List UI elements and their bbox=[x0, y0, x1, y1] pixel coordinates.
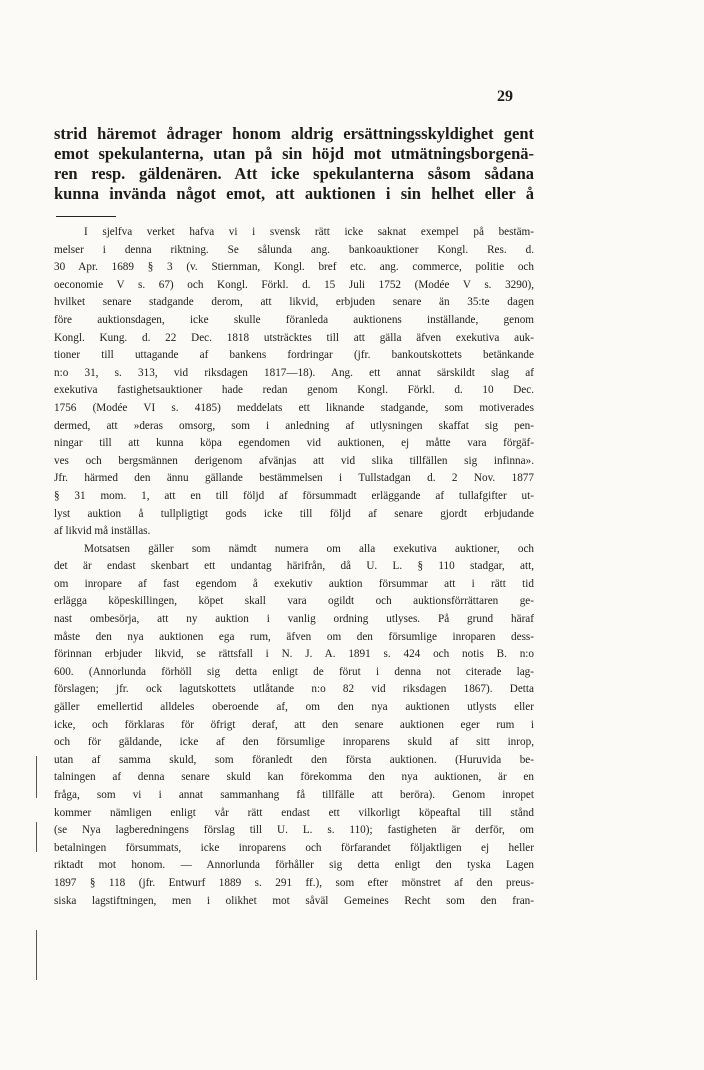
footnote-line: I sjelfva verket hafva vi i svensk rätt icke saknat exempel på bestäm- bbox=[84, 226, 534, 238]
footnote-line: fråga, som vi i annat sammanhang få tillfälle att beröra). Genom inropet bbox=[54, 789, 534, 801]
main-line: strid häremot ådrager honom aldrig ersättningsskyldighet gent bbox=[54, 124, 534, 143]
footnote-line: förinnan erbjuder likvid, se rättsfall i N. J. A. 1891 s. 424 och notis B. n:o bbox=[54, 648, 534, 661]
margin-mark bbox=[36, 756, 37, 798]
footnote-line: 1897 § 118 (jfr. Entwurf 1889 s. 291 ff.), som efter mönstret af den preus- bbox=[54, 876, 534, 889]
footnote-line: dermed, att »deras omsorg, som i anledning af utlysningen skaffat sig pen- bbox=[54, 419, 534, 432]
footnote-line: förslagen; jfr. ock lagutskottets utlåtande n:o 82 vid riksdagen 1867). Detta bbox=[54, 683, 534, 696]
main-line: ren resp. gäldenären. Att icke spekulanterna såsom sådana bbox=[54, 164, 534, 183]
footnote-line: 1756 (Modée VI s. 4185) meddelats ett liknande stadgande, som motiverades bbox=[54, 401, 534, 414]
footnote-line: 30 Apr. 1689 § 3 (v. Stiernman, Kongl. bref etc. ang. commerce, politie och bbox=[54, 261, 534, 274]
footnote-line: nast ombesörja, att ny auktion i vanlig ordning utlyses. På grund häraf bbox=[54, 613, 534, 626]
footnote-line: riktadt mot honom. — Annorlunda förhåller sig detta enligt den tyska Lagen bbox=[54, 859, 534, 872]
footnote-line: måste den nya auktionen ega rum, äfven om den försumlige inroparen dess- bbox=[54, 630, 534, 643]
footnote-line: n:o 31, s. 313, vid riksdagen 1817—18). Ang. ett annat särskildt slag af bbox=[54, 366, 534, 379]
footnote-line: talningen af denna senare skuld kan förekomma den nya auktionen, är en bbox=[54, 771, 534, 784]
footnote-line: det är endast skenbart ett undantag härifrån, då U. L. § 110 stadgar, att, bbox=[54, 560, 534, 573]
footnote-line: tioner till uttagande af bankens fordringar (jfr. bankoutskottets betänkande bbox=[54, 349, 534, 362]
footnote-line: ningar till att kunna köpa egendomen vid auktionen, ej måtte vara förgäf- bbox=[54, 437, 534, 450]
footnote-line: icke, och förklaras för öfrigt deraf, att den senare auktionen eger rum i bbox=[54, 718, 534, 731]
footnote-line: exekutiva fastighetsauktioner hade redan genom Kongl. Förkl. d. 10 Dec. bbox=[54, 384, 534, 397]
footnote-line: Jfr. härmed den ännu gällande bestämmelsen i Tullstadgan d. 2 Nov. 1877 bbox=[54, 472, 534, 485]
footnote-line: erlägga köpeskillingen, köpet skall vara ogildt och auktionsförrättaren ge- bbox=[54, 595, 534, 608]
footnote-line: (se Nya lagberedningens förslag till U. L. s. 110); fastigheten är derför, om bbox=[54, 824, 534, 837]
footnote-line: Kongl. Kung. d. 22 Dec. 1818 utsträcktes till att gälla äfven exekutiva auk- bbox=[54, 331, 534, 344]
footnote-line: utan af samma skuld, som föranledt den första auktionen. (Huruvida be- bbox=[54, 753, 534, 766]
footnote-line: gäller emellertid alldeles oberoende af, om den nya auktionen utlysts eller bbox=[54, 701, 534, 714]
main-text bbox=[54, 124, 534, 204]
main-line: kunna invända något emot, att auktionen i sin helhet eller å bbox=[54, 184, 534, 203]
footnote-line: kommer nämligen enligt vår rätt endast ett vilkorligt köpeaftal till stånd bbox=[54, 806, 534, 819]
page-number: 29 bbox=[497, 88, 513, 105]
footnote-line: ves och bergsmännen derigenom afvänjas att vid slika tillfällen sig infinna». bbox=[54, 454, 534, 467]
footnote-line: oeconomie V s. 67) och Kongl. Förkl. d. 15 Juli 1752 (Modée V s. 3290), bbox=[54, 278, 534, 291]
footnote-line: lyst auktion å tullpligtigt gods icke till följd af senare gjordt erbjudande bbox=[54, 507, 534, 520]
footnote-line: och för gäldande, icke af den försumlige inroparens skuld af sitt inrop, bbox=[54, 736, 534, 749]
footnote-line: hvilket senare stadgande derom, att likvid, erbjuden senare än 35:te dagen bbox=[54, 296, 534, 309]
footnote-rule bbox=[56, 216, 116, 217]
footnote-line: betalningen försummats, icke inroparens och förfarandet följaktligen ej heller bbox=[54, 841, 534, 854]
footnote-line: Motsatsen gäller som nämdt numera om alla exekutiva auktioner, och bbox=[84, 542, 534, 555]
footnote-line: melser i denna riktning. Se sålunda ang. bankoauktioner Kongl. Res. d. bbox=[54, 243, 534, 256]
margin-mark bbox=[36, 930, 37, 980]
footnote-line: siska lagstiftningen, men i olikhet mot såväl Gemeines Recht som den fran- bbox=[54, 894, 534, 907]
footnote bbox=[54, 224, 534, 910]
footnote-line: 600. (Annorlunda förhöll sig detta enligt de förut i denna not citerade lag- bbox=[54, 665, 534, 678]
footnote-line: om inropare af fast egendom å exekutiv auktion försummar att i rätt tid bbox=[54, 577, 534, 590]
main-line: emot spekulanterna, utan på sin höjd mot utmätningsborgenä- bbox=[54, 144, 534, 163]
footnote-line: före auktionsdagen, icke skulle föranleda auktionens inställande, genom bbox=[54, 313, 534, 326]
footnote-line: af likvid må inställas. bbox=[54, 525, 151, 538]
margin-mark bbox=[36, 822, 37, 852]
footnote-line: § 31 mom. 1, att en till följd af försummadt erläggande af tullafgifter ut- bbox=[54, 489, 534, 502]
